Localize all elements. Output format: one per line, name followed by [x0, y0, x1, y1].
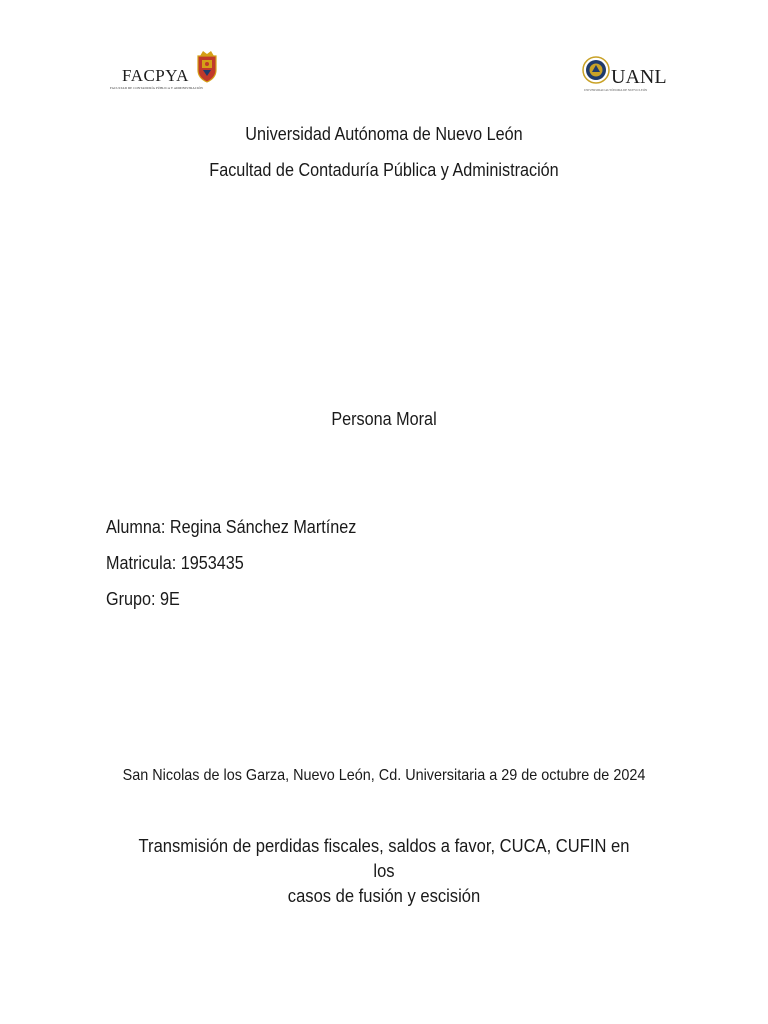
- uanl-tagline: UNIVERSIDAD AUTÓNOMA DE NUEVO LEÓN: [584, 88, 648, 92]
- facpya-tagline: FACULTAD DE CONTADURÍA PÚBLICA Y ADMINISTRACIÓN: [110, 86, 203, 90]
- facpya-shield-icon: [194, 50, 220, 84]
- student-name: Alumna: Regina Sánchez Martínez: [106, 517, 357, 537]
- faculty-name: Facultad de Contaduría Pública y Administración: [209, 160, 559, 180]
- student-id: Matricula: 1953435: [106, 553, 244, 573]
- uanl-seal-icon: [582, 56, 610, 84]
- university-name: Universidad Autónoma de Nuevo León: [245, 124, 523, 144]
- document-title-line-2: casos de fusión y escisión: [287, 886, 481, 906]
- student-group: Grupo: 9E: [106, 589, 180, 609]
- uanl-logo: [582, 56, 667, 92]
- document-title: [126, 834, 641, 909]
- facpya-logo: [108, 50, 218, 92]
- uanl-wordmark: UANL: [611, 66, 667, 88]
- place-date: San Nicolas de los Garza, Nuevo León, Cd. Universitaria a 29 de octubre de 2024: [122, 767, 646, 784]
- subject-title: Persona Moral: [331, 409, 437, 429]
- facpya-wordmark: FACPYA: [122, 66, 189, 85]
- document-title-line-1: Transmisión de perdidas fiscales, saldos a favor, CUCA, CUFIN en los: [138, 836, 630, 881]
